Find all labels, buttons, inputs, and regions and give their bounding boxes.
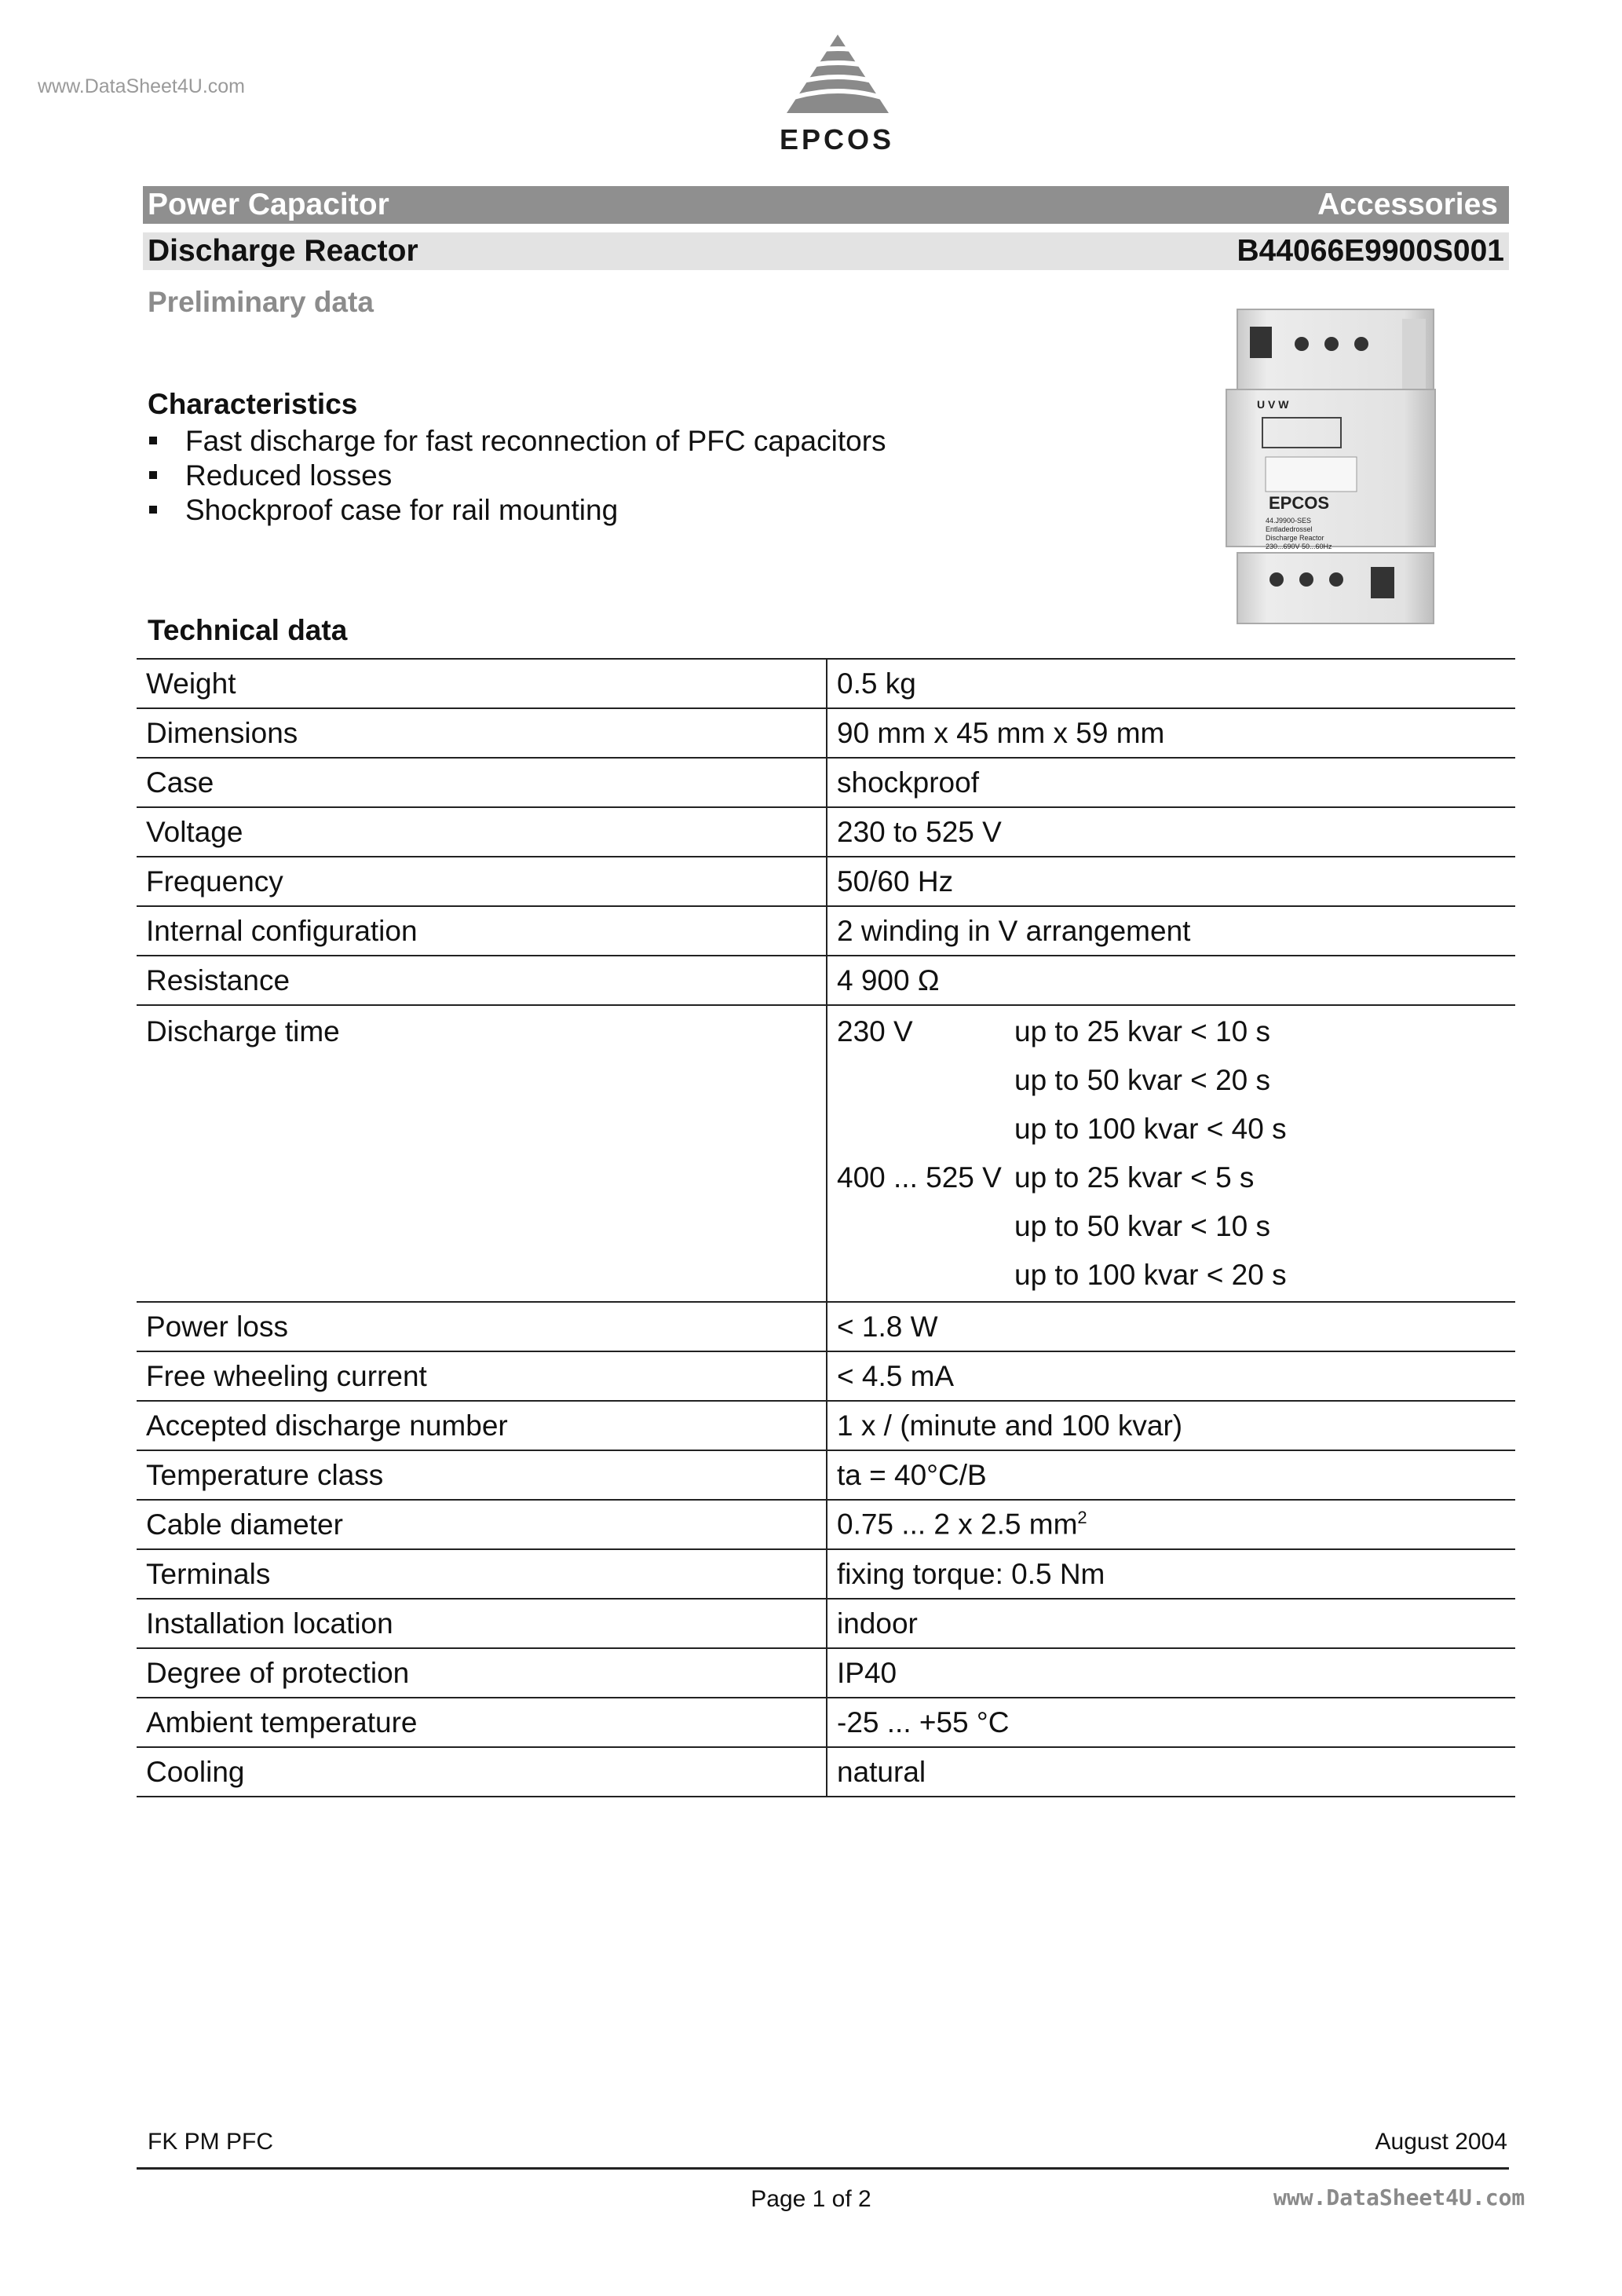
table-row: Degree of protection IP40: [137, 1648, 1515, 1698]
part-number: B44066E9900S001: [1237, 234, 1504, 268]
table-row-cable-diameter: Cable diameter 0.75 ... 2 x 2.5 $mm^2$: [137, 1500, 1515, 1549]
svg-text:U V W: U V W: [1257, 398, 1289, 411]
watermark-bottom: www.DataSheet4U.com: [1273, 2184, 1525, 2210]
table-row: Dimensions 90 mm x 45 mm x 59 mm: [137, 708, 1515, 758]
svg-text:EPCOS: EPCOS: [1269, 493, 1330, 513]
footer-department: FK PM PFC: [148, 2129, 274, 2155]
bullet-icon: [149, 471, 157, 479]
table-row: Terminals fixing torque: 0.5 Nm: [137, 1549, 1515, 1599]
footer-divider: [137, 2167, 1509, 2170]
epcos-logo: [758, 35, 915, 160]
status-label: Preliminary data: [148, 286, 374, 318]
discharge-time-values: 230 V up to 25 kvar < 10 s up to 50 kvar < 20 s up to 100 kvar < 40 s 400 ... 525 V up to 25 kvar < 5 s up to 50 kvar < 10 s up to 100 kvar < 20 s: [837, 1015, 1287, 1291]
table-row: Weight 0.5 kg: [137, 659, 1515, 708]
svg-text:Discharge Reactor: Discharge Reactor: [1266, 534, 1324, 542]
footer-date: August 2004: [1375, 2129, 1507, 2155]
table-row: Free wheeling current < 4.5 mA: [137, 1351, 1515, 1401]
table-row: Cooling natural: [137, 1747, 1515, 1797]
list-item: Shockproof case for rail mounting: [148, 493, 886, 528]
table-row: Internal configuration 2 winding in V arrangement: [137, 906, 1515, 956]
technical-data-heading: Technical data: [148, 614, 348, 646]
table-row: Voltage 230 to 525 V: [137, 807, 1515, 857]
bullet-icon: [149, 506, 157, 514]
table-row: Power loss < 1.8 W: [137, 1302, 1515, 1351]
table-row: Temperature class ta = 40°C/B: [137, 1450, 1515, 1500]
characteristics-heading: Characteristics: [148, 388, 358, 420]
table-row: Ambient temperature -25 ... +55 °C: [137, 1698, 1515, 1747]
section-title: Accessories: [1317, 188, 1498, 221]
page-number: Page 1 of 2: [751, 2186, 871, 2212]
category-title: Power Capacitor: [148, 188, 389, 221]
table-row-discharge-time: Discharge time 230 V up to 25 kvar < 10 s up to 50 kvar < 20 s up to 100 kvar < 40 s 400 ... 525 V up to 25 kvar < 5 s up to 50 kvar < 10 s up to 100 kvar < 20 s: [137, 1005, 1515, 1302]
svg-text:230...690V 50...60Hz: 230...690V 50...60Hz: [1266, 543, 1332, 550]
category-bar: [143, 186, 1509, 224]
table-row: Accepted discharge number 1 x / (minute and 100 kvar): [137, 1401, 1515, 1450]
epcos-pyramid-icon: [779, 35, 897, 121]
logo-wordmark: EPCOS: [779, 123, 895, 155]
table-row: Resistance 4 900 Ω: [137, 956, 1515, 1005]
bullet-icon: [149, 437, 157, 444]
table-row: Frequency 50/60 Hz: [137, 857, 1515, 906]
list-item: Fast discharge for fast reconnection of PFC capacitors: [148, 424, 886, 459]
table-row: Installation location indoor: [137, 1599, 1515, 1648]
product-image: [1222, 303, 1448, 631]
watermark-top: www.DataSheet4U.com: [38, 75, 246, 97]
product-bar: [143, 232, 1509, 270]
svg-text:Entladedrossel: Entladedrossel: [1266, 525, 1313, 533]
table-row: Case shockproof: [137, 758, 1515, 807]
characteristics-list: [148, 424, 886, 528]
product-title: Discharge Reactor: [148, 234, 418, 268]
list-item: Reduced losses: [148, 459, 886, 493]
svg-text:44.J9900-SES: 44.J9900-SES: [1266, 517, 1312, 525]
technical-data-table: [137, 658, 1515, 1797]
